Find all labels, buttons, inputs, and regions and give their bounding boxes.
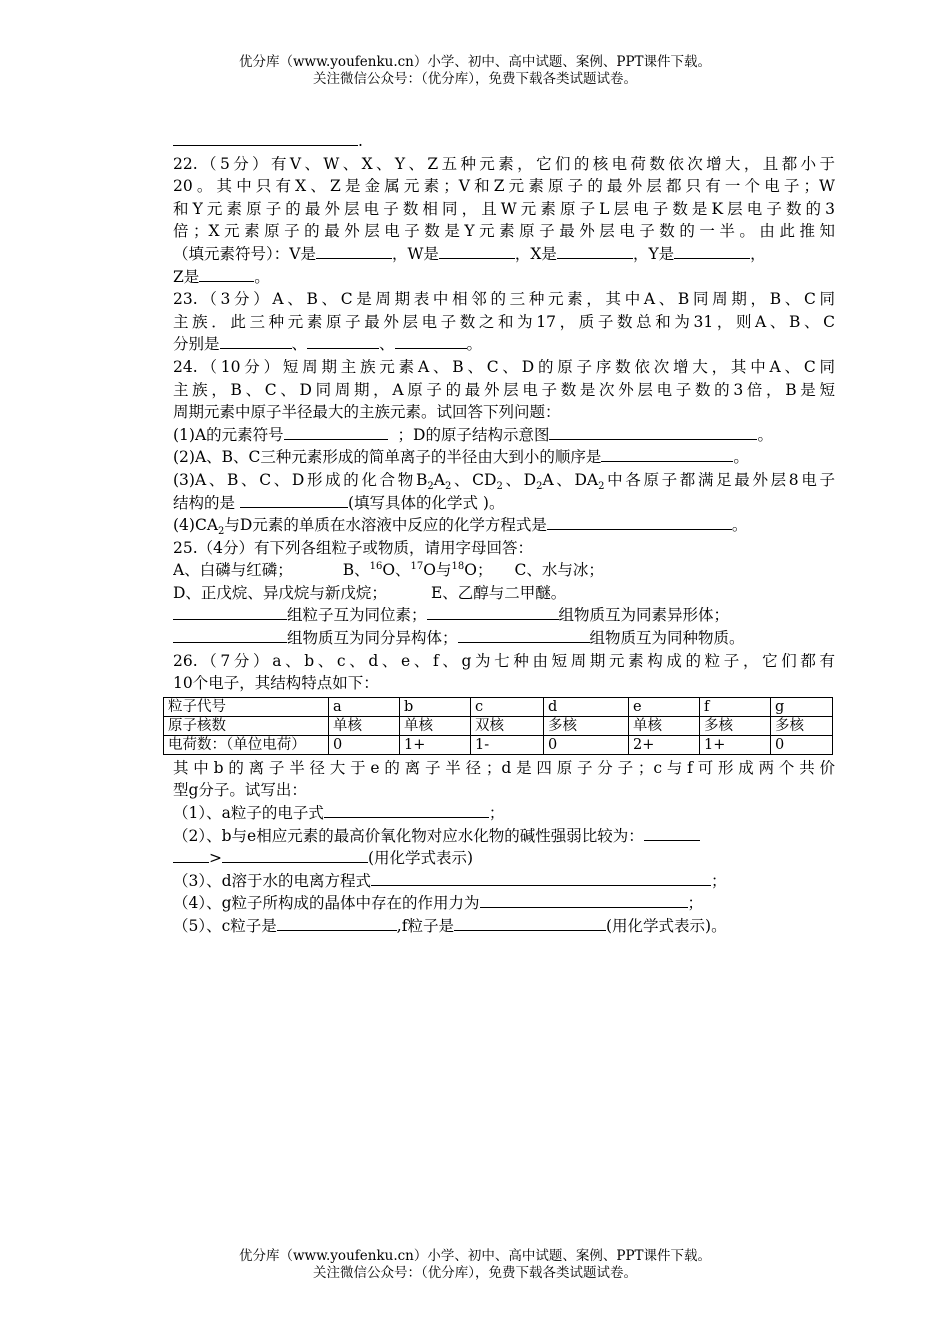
q22-line-6: Z是 。	[173, 267, 270, 286]
table-cell: 多核	[700, 716, 771, 735]
q22-line-4: 倍；X元素原子的最外层电子数是Y元素原子最外层电子数的一半。由此推知	[173, 222, 835, 241]
table-cell: 单核	[400, 716, 471, 735]
footer-line-2: 关注微信公众号：（优分库），免费下载各类试题试卷。	[313, 1265, 637, 1281]
answer-blank-f-particle[interactable]	[454, 915, 606, 931]
table-row	[164, 697, 833, 716]
table-cell: 粒子代号	[164, 697, 329, 716]
table-cell: 0	[329, 735, 400, 754]
table-cell: 0	[544, 735, 629, 754]
table-cell: a	[329, 697, 400, 716]
table-cell: 2+	[629, 735, 700, 754]
q24-part-4: $(4)CA_2$与D元素的单质在水溶液中反应的化学方程式是 。	[173, 516, 748, 537]
page-footer	[0, 1248, 950, 1282]
table-row	[164, 735, 833, 754]
q26-sub-4: （4）、g粒子所构成的晶体中存在的作用力为 ；	[173, 894, 704, 913]
q24-line-3: 周期元素中原子半径最大的主族元素。试回答下列问题：	[173, 403, 561, 422]
q26-line-1: 26.（7分）a、b、c、d、e、f、g为七种由短周期元素构成的粒子，它们都有	[173, 651, 835, 670]
q24-part-3-cont: 结构的是 (填写具体的化学式 )。	[173, 493, 505, 512]
answer-blank-isomer[interactable]	[173, 627, 287, 643]
header-line-2: 关注微信公众号：（优分库），免费下载各类试题试卷。	[313, 71, 637, 87]
q24-part-3: (3)A、B、C、D形成的化合物$B_2A_2$、$CD_2$、$D_2A$、$DA_2$中各原子都满足最外层8电子	[173, 470, 835, 492]
answer-blank-y[interactable]	[674, 243, 750, 259]
q22-line-5: （填元素符号）：V是 ，W是 ，X是 ，Y是 ，	[173, 244, 766, 263]
table-cell: 原子核数	[164, 716, 329, 735]
q21-answer-line: .	[173, 130, 835, 153]
q24-line-1: 24.（10分）短周期主族元素A、B、C、D的原子序数依次增大，其中A、C同	[173, 357, 835, 376]
q25-options-abc: A、白磷与红磷； B、$^{16}$O、$^{17}$O与$^{18}$O； C、水与冰；	[173, 561, 604, 580]
q22-line-3: 和Y元素原子的最外层电子数相同，且W元素原子L层电子数是K层电子数的3	[173, 199, 835, 218]
answer-blank-c-particle[interactable]	[277, 915, 397, 931]
table-row	[164, 716, 833, 735]
table-cell: 1+	[700, 735, 771, 754]
answer-blank-radius-order[interactable]	[601, 446, 733, 462]
q24-line-2: 主族，B、C、D同周期，A原子的最外层电子数是次外层电子数的3倍，B是短	[173, 380, 835, 399]
page-header	[0, 54, 950, 88]
particle-table	[163, 697, 833, 755]
answer-blank-isotope[interactable]	[173, 604, 287, 620]
table-cell: 单核	[629, 716, 700, 735]
q25-line-1: 25.（4分）有下列各组粒子或物质，请用字母回答：	[173, 538, 534, 557]
answer-blank-ionization[interactable]	[371, 870, 711, 886]
answer-blank-base-2[interactable]	[222, 847, 368, 863]
answer-blank-x[interactable]	[557, 243, 633, 259]
table-cell: b	[400, 697, 471, 716]
answer-blank-a-symbol[interactable]	[284, 424, 388, 440]
q22-line-2: 20。其中只有X、Z是金属元素；V和Z元素原子的最外层都只有一个电子；W	[173, 177, 835, 196]
table-cell: c	[471, 697, 544, 716]
q24-part-1: (1)A的元素符号 ；D的原子结构示意图 。	[173, 425, 773, 444]
table-cell: 1+	[400, 735, 471, 754]
answer-blank-w[interactable]	[439, 243, 515, 259]
q26-sub-3: （3）、d溶于水的电离方程式 ；	[173, 871, 727, 890]
answer-blank-a-formula[interactable]	[324, 802, 489, 818]
table-cell: 0	[771, 735, 833, 754]
q26-sub-2-cont: > (用化学式表示)	[173, 847, 835, 870]
answer-blank-equation[interactable]	[547, 514, 732, 530]
table-cell: 1-	[471, 735, 544, 754]
answer-blank-z[interactable]	[199, 266, 254, 282]
answer-blank-d-diagram[interactable]	[549, 424, 757, 440]
q23-line-2: 主族．此三种元素原子最外层电子数之和为17，质子数总和为31，则A、B、C	[173, 312, 835, 331]
table-cell: d	[544, 697, 629, 716]
table-cell: 多核	[771, 716, 833, 735]
table-cell: g	[771, 697, 833, 716]
q26-line-2: 10个电子，其结构特点如下：	[173, 674, 379, 693]
table-cell: 双核	[471, 716, 544, 735]
q22-line-1: 22.（5分）有V、W、X、Y、Z五种元素，它们的核电荷数依次增大，且都小于	[173, 154, 835, 173]
table-cell: 多核	[544, 716, 629, 735]
answer-blank-v[interactable]	[316, 243, 392, 259]
q24-part-2: (2)A、B、C三种元素形成的简单离子的半径由大到小的顺序是 。	[173, 448, 749, 467]
answer-blank-same[interactable]	[458, 627, 590, 643]
answer-blank-a[interactable]	[220, 333, 292, 349]
answer-blank-compound[interactable]	[240, 492, 348, 508]
table-cell: 电荷数：（单位电荷）	[164, 735, 329, 754]
table-cell: e	[629, 697, 700, 716]
q26-sub-5: （5）、c粒子是 ,f粒子是 (用化学式表示)。	[173, 917, 727, 935]
q25-options-de: D、正戊烷、异戊烷与新戊烷； E、乙醇与二甲醚。	[173, 583, 567, 602]
q23-line-3: 分别是 、 、 。	[173, 335, 483, 354]
footer-line-1: 优分库（www.youfenku.cn）小学、初中、高中试题、案例、PPT课件下载。	[238, 1248, 712, 1264]
table-cell: f	[700, 697, 771, 716]
q26-sub-2: （2）、b与e相应元素的最高价氧化物对应水化物的碱性强弱比较为：	[173, 825, 835, 848]
answer-blank-forces[interactable]	[480, 892, 688, 908]
q26-sub-1: （1）、a粒子的电子式 ；	[173, 804, 505, 823]
q23-line-1: 23.（3分）A、B、C是周期表中相邻的三种元素，其中A、B同周期，B、C同	[173, 290, 835, 309]
answer-blank[interactable]	[173, 130, 358, 146]
answer-blank-base-1-cont[interactable]	[173, 847, 209, 863]
answer-blank-base-1[interactable]	[644, 825, 700, 841]
exam-content	[168, 130, 835, 938]
q25-fill-1: 组粒子互为同位素； 组物质互为同素异形体；	[173, 604, 835, 627]
answer-blank-c[interactable]	[395, 333, 467, 349]
answer-blank-allotrope[interactable]	[427, 604, 559, 620]
header-line-1: 优分库（www.youfenku.cn）小学、初中、高中试题、案例、PPT课件下载。	[238, 54, 712, 70]
q25-fill-2: 组物质互为同分异构体； 组物质互为同种物质。	[173, 627, 835, 650]
q26-after-1: 其中b的离子半径大于e的离子半径；d是四原子分子；c与f可形成两个共价	[173, 758, 835, 777]
q26-after-2: 型g分子。试写出：	[173, 781, 307, 800]
table-cell: 单核	[329, 716, 400, 735]
answer-blank-b[interactable]	[307, 333, 379, 349]
